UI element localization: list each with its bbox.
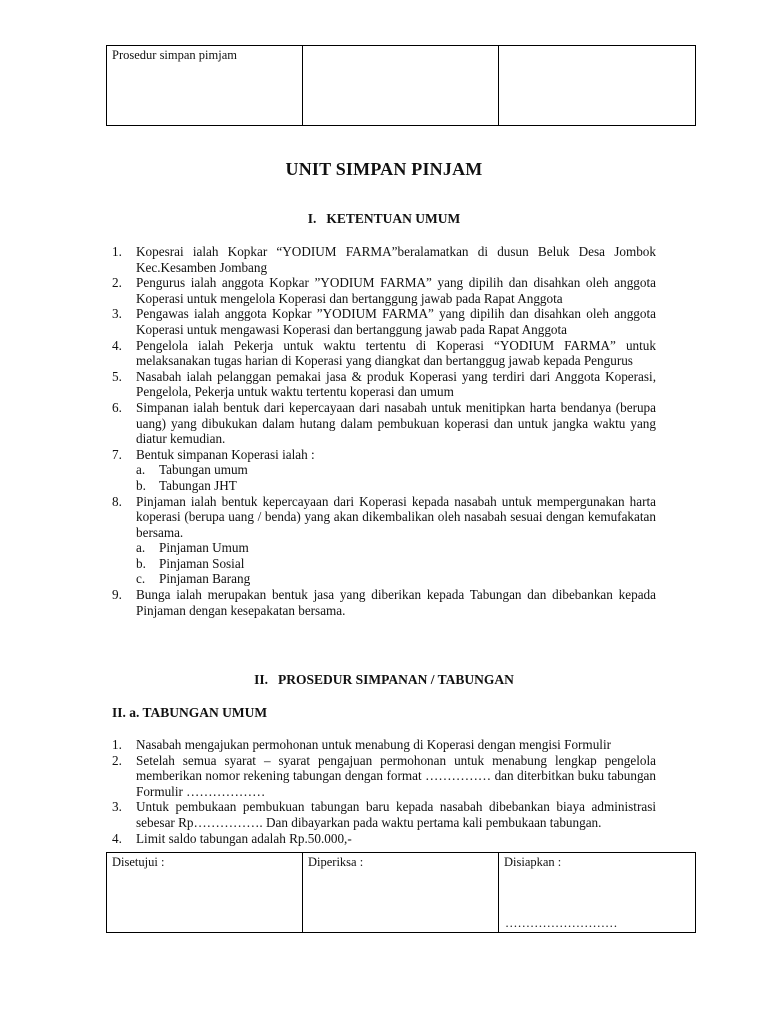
- list-item-number: 6.: [112, 399, 122, 415]
- list-item: [112, 737, 656, 753]
- list-item-text: Pengelola ialah Pekerja untuk waktu tertentu di Koperasi “YODIUM FARMA” untuk melaksanakan tugas harian di Koperasi yang diangkat dan bertanggug jawab kepada Pengurus: [136, 337, 656, 369]
- list-item-number: 2.: [112, 752, 122, 768]
- list-item-text: Pengurus ialah anggota Kopkar ”YODIUM FARMA” yang dipilih dan disahkan oleh anggota Koperasi untuk mengelola Koperasi dan bertanggung jawab pada Rapat Anggota: [136, 275, 656, 306]
- list-subitem-text: Tabungan umum: [159, 462, 248, 478]
- section-2-heading: [0, 672, 768, 688]
- list-item-text: Untuk pembukaan pembukuan tabungan baru kepada nasabah dibebankan biaya administrasi sebesar Rp……………. Dan dibayarkan pada waktu pertama kali pembukaan tabungan.: [136, 799, 656, 830]
- list-item: [112, 447, 656, 463]
- list-subitem-text: Tabungan JHT: [159, 477, 237, 493]
- approved-label: Disetujui :: [112, 855, 165, 869]
- approved-cell: [107, 853, 303, 933]
- list-item-number: 4.: [112, 830, 122, 846]
- list-item: [112, 799, 656, 830]
- section-1-heading: [0, 211, 768, 227]
- checked-label: Diperiksa :: [308, 855, 364, 869]
- list-item-number: 7.: [112, 446, 122, 462]
- list-subitem-letter: a.: [136, 462, 146, 478]
- signature-table: [106, 852, 696, 933]
- prepared-label: Disiapkan :: [504, 855, 562, 869]
- list-item-number: 3.: [112, 799, 122, 815]
- list-subitem-text: Pinjaman Umum: [159, 540, 249, 556]
- header-table-row: [107, 46, 696, 126]
- list-item: [112, 587, 656, 618]
- list-item-text: Bunga ialah merupakan bentuk jasa yang diberikan kepada Tabungan dan dibebankan kepada Pinjaman dengan kesepakatan bersama.: [136, 587, 656, 618]
- header-cell-blank-1: [303, 46, 499, 126]
- list-item-number: 3.: [112, 306, 122, 322]
- list-item-text: Simpanan ialah bentuk dari kepercayaan dari nasabah untuk menitipkan harta bendanya (berupa uang) yang dibukukan dalam hutang dalam pembukuan koperasi dan untuk jangka waktu yang diatur kemudian.: [136, 399, 656, 447]
- header-table: [106, 45, 696, 126]
- list-item-number: 9.: [112, 587, 122, 603]
- list-item: [112, 494, 656, 541]
- list-item: [112, 306, 656, 337]
- list-item-number: 4.: [112, 337, 122, 353]
- list-subitem: [112, 462, 656, 478]
- list-item-number: 8.: [112, 493, 122, 509]
- list-subitem-letter: b.: [136, 555, 146, 571]
- list-item-number: 2.: [112, 275, 122, 291]
- section-2-title: PROSEDUR SIMPANAN / TABUNGAN: [278, 672, 514, 687]
- list-item-text: Setelah semua syarat – syarat pengajuan permohonan untuk menabung lengkap pengelola memberikan nomor rekening tabungan dengan format …………… dan diterbitkan buku tabungan Formulir ………………: [136, 752, 656, 799]
- list-subitem-letter: a.: [136, 540, 146, 556]
- section-1-number: I.: [307, 211, 317, 226]
- list-subitem: [112, 571, 656, 587]
- list-item-text: Nasabah mengajukan permohonan untuk menabung di Koperasi dengan mengisi Formulir: [136, 737, 612, 752]
- general-provisions-list: [112, 244, 656, 618]
- list-item-number: 5.: [112, 368, 122, 384]
- list-subitem-letter: c.: [136, 571, 146, 587]
- list-item: [112, 244, 656, 275]
- section-2-number: II.: [254, 672, 268, 687]
- list-subitem: [112, 478, 656, 494]
- list-item-text: Limit saldo tabungan adalah Rp.50.000,-: [136, 830, 352, 846]
- list-item: [112, 369, 656, 400]
- list-item: [112, 753, 656, 800]
- signature-table-row: [107, 853, 696, 933]
- list-subitem-text: Pinjaman Sosial: [159, 555, 245, 571]
- list-subitem-letter: b.: [136, 477, 146, 493]
- list-item: [112, 831, 656, 847]
- list-item-number: 1.: [112, 244, 122, 259]
- savings-procedure-list: [112, 737, 656, 846]
- list-item: [112, 275, 656, 306]
- header-cell-procedure: Prosedur simpan pimjam: [107, 46, 303, 126]
- savings-subheading: II. a. TABUNGAN UMUM: [112, 705, 268, 720]
- document-title: UNIT SIMPAN PINJAM: [285, 159, 483, 179]
- list-subitem: [112, 556, 656, 572]
- list-item-text: Nasabah ialah pelanggan pemakai jasa & produk Koperasi yang terdiri dari Anggota Koperasi, Pengelola, Pekerja untuk waktu tertentu koperasi dan umum: [136, 368, 656, 400]
- list-item-text: Pinjaman ialah bentuk kepercayaan dari Koperasi kepada nasabah untuk mempergunakan harta koperasi (berupa uang / benda) yang akan dikembalikan oleh nasabah sesuai dengan kemufakatan bersama.: [136, 493, 656, 540]
- list-item-text: Kopesrai ialah Kopkar “YODIUM FARMA”beralamatkan di dusun Beluk Desa Jombok Kec.Kesamben Jombang: [136, 244, 656, 275]
- section-1-title: KETENTUAN UMUM: [326, 211, 461, 226]
- prepared-cell: [499, 853, 696, 933]
- list-item: [112, 400, 656, 447]
- prepared-signature-line: ………………………: [505, 916, 618, 930]
- list-subitem-text: Pinjaman Barang: [159, 571, 251, 587]
- list-item-text: Bentuk simpanan Koperasi ialah :: [136, 446, 315, 462]
- list-item-number: 1.: [112, 737, 122, 752]
- list-item: [112, 338, 656, 369]
- checked-cell: [303, 853, 499, 933]
- header-cell-blank-2: [499, 46, 696, 126]
- list-subitem: [112, 540, 656, 556]
- list-item-text: Pengawas ialah anggota Kopkar ”YODIUM FARMA” yang dipilih dan disahkan oleh anggota Koperasi untuk mengawasi Koperasi dan bertanggung jawab pada Rapat Anggota: [136, 306, 656, 337]
